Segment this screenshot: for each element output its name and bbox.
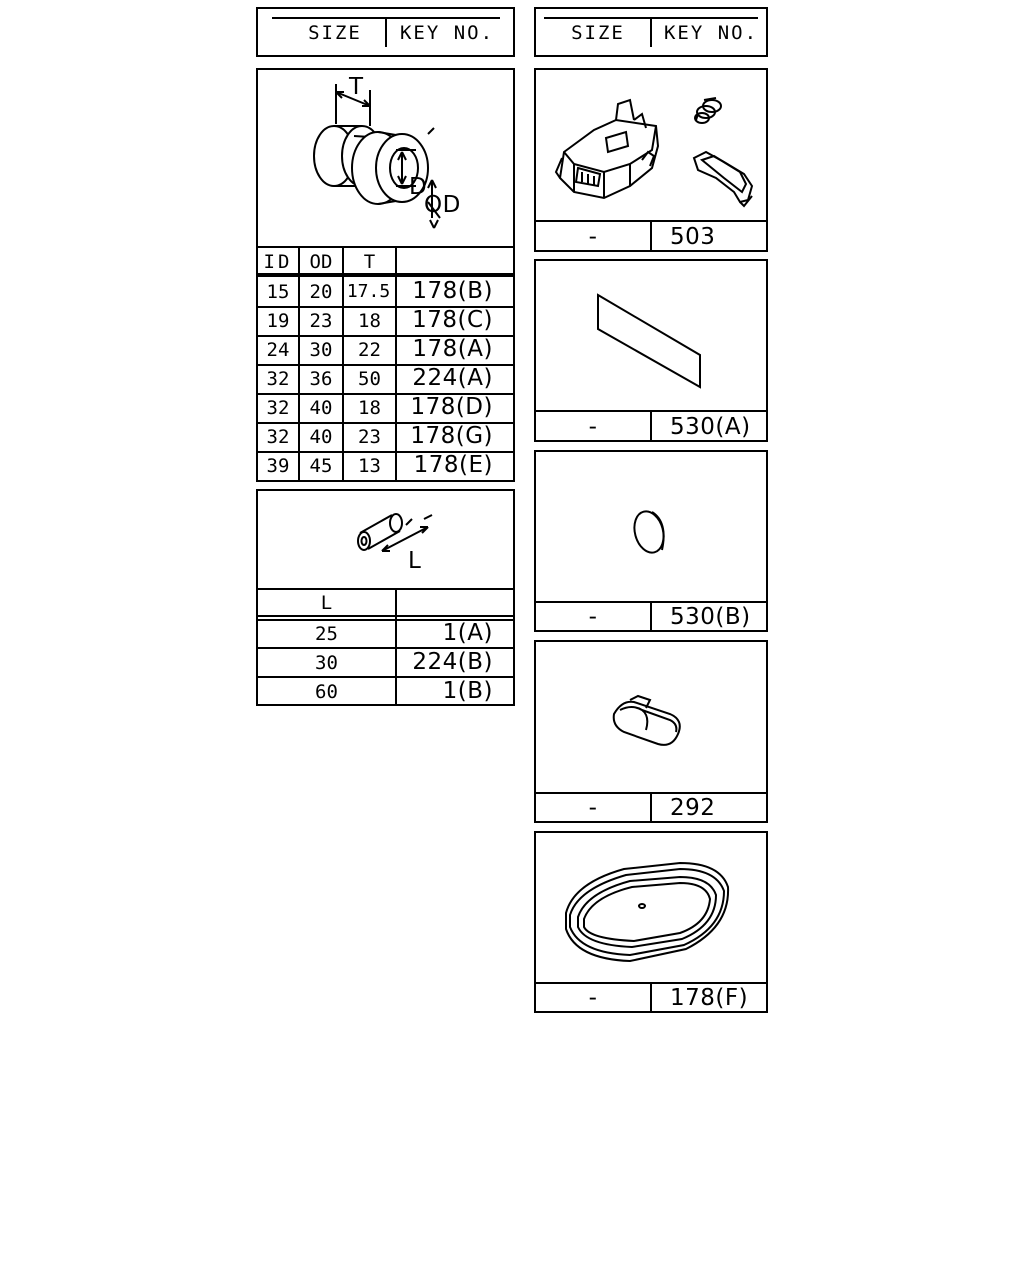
- plug-illustration: [534, 640, 768, 792]
- dim-label-l: L: [408, 548, 422, 574]
- part-key: 292: [670, 795, 716, 821]
- col-header-t: T: [363, 251, 376, 273]
- part-size: -: [588, 414, 598, 440]
- part-size: -: [588, 224, 598, 250]
- cell-t: 50: [358, 368, 381, 390]
- cell-key: 178(B): [412, 278, 493, 304]
- cell-key: 178(C): [412, 307, 493, 333]
- tube-table-header-rule: [256, 615, 515, 617]
- col-header-id: ID: [263, 251, 293, 273]
- part-col-rule: [650, 601, 652, 632]
- cell-id: 15: [266, 281, 290, 303]
- cell-od: 20: [309, 281, 333, 303]
- cell-key: 178(E): [413, 452, 493, 478]
- cell-t: 13: [358, 455, 381, 477]
- cell-key: 178(G): [410, 423, 493, 449]
- grommet-table-top-rule: [256, 246, 515, 248]
- dim-label-od: OD: [424, 192, 461, 218]
- part-size: -: [588, 795, 598, 821]
- part-col-rule: [650, 410, 652, 442]
- cell-t: 23: [358, 426, 381, 448]
- cell-od: 40: [309, 397, 333, 419]
- header-divider-right: [650, 17, 652, 47]
- cell-od: 40: [309, 426, 333, 448]
- cell-t: 17.5: [346, 281, 391, 302]
- cell-t: 18: [358, 397, 381, 419]
- cell-key: 178(A): [412, 336, 493, 362]
- cell-t: 22: [358, 339, 381, 361]
- part-col-rule: [650, 220, 652, 252]
- cell-l: 30: [315, 652, 338, 674]
- cell-l: 60: [315, 681, 338, 703]
- part-col-rule: [650, 792, 652, 823]
- oval-grommet-illustration: [534, 831, 768, 983]
- part-size: -: [588, 985, 598, 1011]
- part-key: 530(B): [670, 604, 751, 630]
- cell-od: 45: [309, 455, 333, 477]
- cell-key: 224(A): [412, 365, 493, 391]
- cell-l: 25: [315, 623, 338, 645]
- cell-id: 32: [266, 426, 290, 448]
- cell-key: 224(B): [412, 649, 493, 675]
- cell-id: 39: [266, 455, 290, 477]
- cell-key: 1(B): [442, 678, 493, 704]
- cell-id: 19: [266, 310, 290, 332]
- part-key: 530(A): [670, 414, 751, 440]
- cell-key: 178(D): [410, 394, 493, 420]
- size-header-right: SIZE: [571, 22, 625, 44]
- key-header-left: KEY NO.: [399, 22, 495, 44]
- grommet-illustration: [256, 68, 515, 246]
- sheet-illustration: [534, 259, 768, 411]
- cell-id: 32: [266, 368, 290, 390]
- cell-od: 23: [309, 310, 333, 332]
- part-key: 178(F): [670, 985, 749, 1011]
- part-size: -: [588, 604, 598, 630]
- cell-id: 32: [266, 397, 290, 419]
- header-divider-left: [385, 17, 387, 47]
- key-header-right: KEY NO.: [663, 22, 759, 44]
- cell-key: 1(A): [442, 620, 493, 646]
- cell-od: 36: [309, 368, 333, 390]
- connector-illustration: [534, 68, 768, 220]
- part-col-rule: [650, 982, 652, 1013]
- dim-label-t: T: [349, 74, 364, 100]
- cell-od: 30: [309, 339, 333, 361]
- cell-t: 18: [358, 310, 381, 332]
- col-header-l: L: [320, 592, 333, 614]
- grommet-table-header-rule: [256, 273, 515, 277]
- tube-table-top-rule: [256, 588, 515, 590]
- part-key: 503: [670, 224, 716, 250]
- tube-illustration: [256, 489, 515, 589]
- dim-label-d: D: [409, 174, 428, 200]
- disc-illustration: [534, 450, 768, 602]
- size-header-left: SIZE: [308, 22, 362, 44]
- cell-id: 24: [266, 339, 290, 361]
- col-header-od: OD: [309, 251, 333, 273]
